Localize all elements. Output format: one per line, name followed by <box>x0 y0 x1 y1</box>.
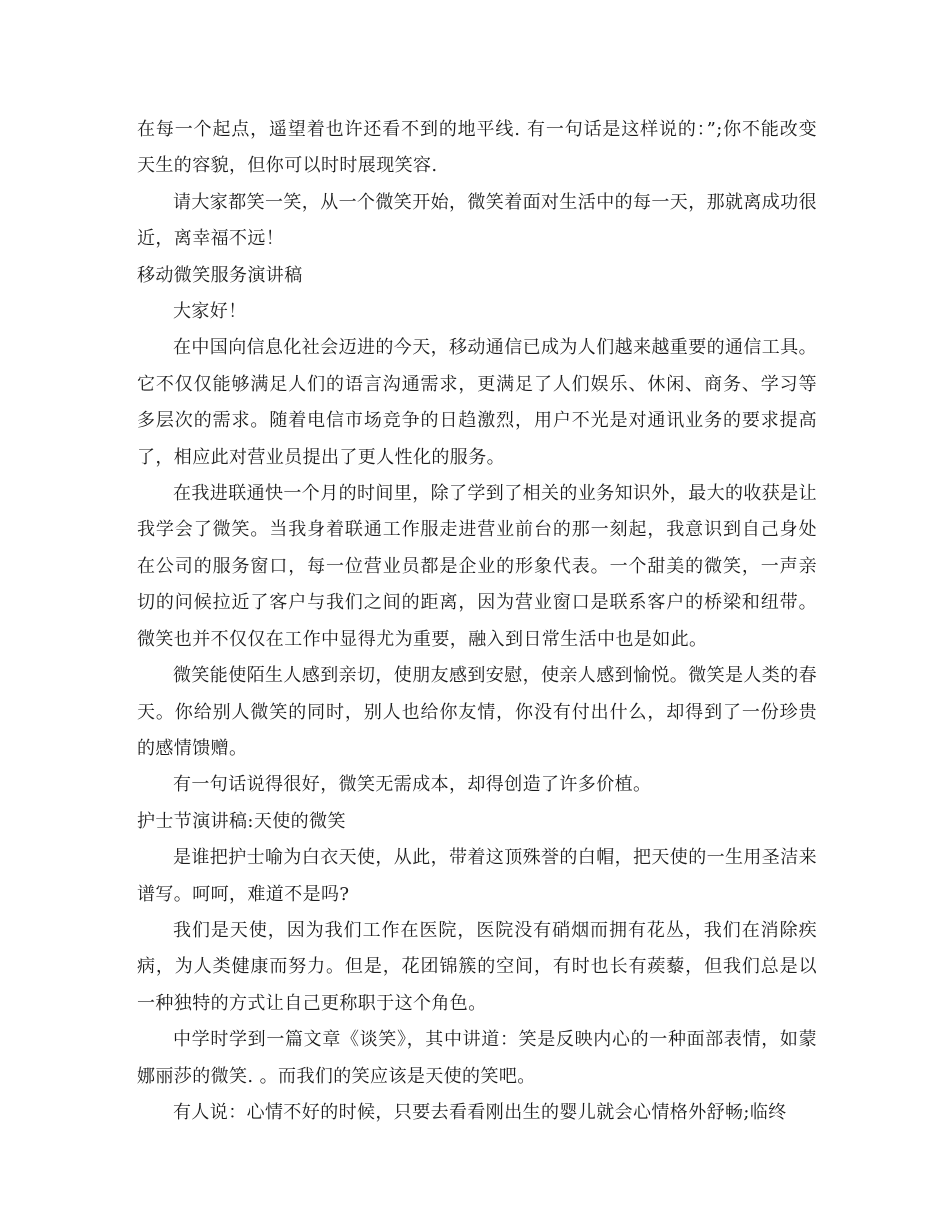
paragraph: 是谁把护士喻为白衣天使，从此，带着这顶殊誉的白帽，把天使的一生用圣洁来谱写。呵呵，难道不是吗? <box>137 847 817 905</box>
document-body <box>137 112 817 1131</box>
paragraph: 有人说：心情不好的时候，只要去看看刚出生的婴儿就会心情格外舒畅;临终 <box>173 1101 787 1123</box>
paragraph: 微笑能使陌生人感到亲切，使朋友感到安慰，使亲人感到愉悦。微笑是人类的春天。你给别人微笑的同时，别人也给你友情，你没有付出什么，却得到了一份珍贵的感情馈赠。 <box>137 665 817 759</box>
paragraph: 中学时学到一篇文章《谈笑》，其中讲道：笑是反映内心的一种面部表情，如蒙娜丽莎的微笑. 。而我们的笑应该是天使的笑吧。 <box>137 1029 817 1087</box>
paragraph: 在每一个起点，遥望着也许还看不到的地平线. 有一句话是这样说的：”;你不能改变天生的容貌，但你可以时时展现笑容. <box>137 119 817 177</box>
paragraph: 大家好！ <box>173 301 247 323</box>
paragraph: 我们是天使，因为我们工作在医院，医院没有硝烟而拥有花丛，我们在消除疾病，为人类健康而努力。但是，花团锦簇的空间，有时也长有蒺藜，但我们总是以一种独特的方式让自己更称职于这个角色。 <box>137 919 817 1014</box>
section-heading: 护士节演讲稿:天使的微笑 <box>137 810 346 832</box>
paragraph: 有一句话说得很好，微笑无需成本，却得创造了许多价植。 <box>173 774 652 796</box>
paragraph: 在中国向信息化社会迈进的今天，移动通信已成为人们越来越重要的通信工具。它不仅仅能够满足人们的语言沟通需求，更满足了人们娱乐、休闲、商务、学习等多层次的需求。随着电信市场竞争的日趋激烈，用户不光是对通讯业务的要求提高了，相应此对营业员提出了更人性化的服务。 <box>137 337 817 468</box>
paragraph: 在我进联通快一个月的时间里，除了学到了相关的业务知识外，最大的收获是让我学会了微笑。当我身着联通工作服走进营业前台的那一刻起，我意识到自己身处在公司的服务窗口，每一位营业员都是企业的形象代表。一个甜美的微笑，一声亲切的问候拉近了客户与我们之间的距离，因为营业窗口是联系客户的桥梁和纽带。微笑也并不仅仅在工作中显得尤为重要，融入到日常生活中也是如此。 <box>137 483 817 650</box>
paragraph: 请大家都笑一笑，从一个微笑开始，微笑着面对生活中的每一天，那就离成功很近，离幸福不远！ <box>137 191 817 250</box>
section-heading: 移动微笑服务演讲稿 <box>137 264 303 286</box>
